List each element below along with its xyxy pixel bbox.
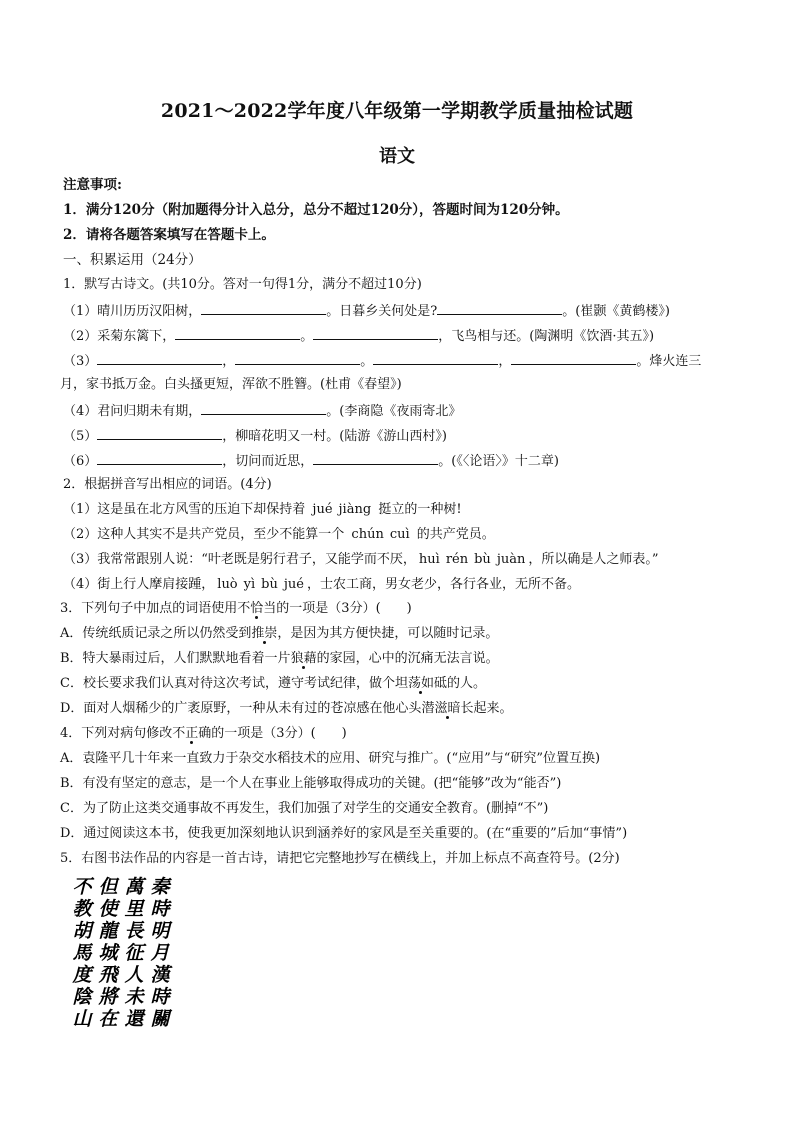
answer-blank[interactable] bbox=[235, 351, 360, 365]
q3-option-b[interactable] bbox=[60, 650, 740, 668]
q2-4-text-a: （4）街上行人摩肩接踵， bbox=[63, 577, 215, 592]
q2-1-text-a: （1）这是虽在北方风雪的压迫下却保持着 bbox=[63, 502, 306, 517]
q1-2-text-b: 。 bbox=[300, 329, 314, 344]
q1-item-2 bbox=[63, 326, 743, 346]
q1-5-text-b: ，柳暗花明又一村。(陆游《游山西村》) bbox=[222, 429, 447, 444]
q4-stem-pre: 4．下列对病句修改 bbox=[60, 726, 173, 741]
q1-stem: 1．默写古诗文。(共10分。答对一句得1分，满分不超过10分) bbox=[63, 277, 422, 292]
q2-stem: 2．根据拼音写出相应的词语。(4分) bbox=[63, 477, 272, 492]
option-text: B．特大暴雨过后，人们默默地看着一片 bbox=[60, 651, 291, 666]
option-text: D．面对人烟稀少的广袤原野，一种从未有过的苍凉感在他心头 bbox=[60, 701, 422, 716]
q1-3-text-d: ， bbox=[498, 354, 512, 369]
calligraphy-column: 但使龍城飛將在 bbox=[98, 876, 118, 1030]
q3-stem-emphasis: 不恰当 bbox=[237, 601, 277, 616]
exam-title: 2021～2022学年度八年级第一学期教学质量抽检试题 bbox=[160, 100, 634, 122]
pinyin-syllable: yì bbox=[243, 577, 256, 592]
notice-item-2: 2．请将各题答案填写在答题卡上。 bbox=[63, 227, 275, 243]
notice-heading: 注意事项: bbox=[63, 177, 122, 193]
q1-item-4 bbox=[63, 401, 743, 421]
q3-stem-pre: 3．下列句子中加点的词语使用 bbox=[60, 601, 238, 616]
pinyin-syllable: luò bbox=[217, 577, 238, 592]
q1-6-text-c: 。(《〈论语〉》十二章) bbox=[438, 454, 559, 469]
calligraphy-column: 秦時明月漢時關 bbox=[150, 876, 170, 1030]
q3-option-a[interactable] bbox=[60, 625, 740, 643]
q2-3-text-b: ，所以确是人之师表。” bbox=[528, 552, 659, 567]
answer-blank[interactable] bbox=[313, 451, 438, 465]
option-text: ，是因为其方便快捷，可以随时记录。 bbox=[277, 626, 499, 641]
q1-1-text-c: 。(崔颢《黄鹤楼》) bbox=[562, 304, 670, 319]
q1-item-1 bbox=[63, 301, 743, 321]
q4-stem-post: 的一项是（3分）( ) bbox=[211, 726, 347, 741]
answer-blank[interactable] bbox=[97, 451, 222, 465]
q3-stem bbox=[60, 600, 740, 618]
section-heading: 一、积累运用（24分） bbox=[63, 252, 202, 268]
q3-option-c[interactable] bbox=[60, 675, 740, 693]
q1-item-3-continued: 月，家书抵万金。白头搔更短，浑欲不胜簪。(杜甫《春望》) bbox=[60, 377, 402, 392]
q1-4-text-b: 。(李商隐《夜雨寄北》 bbox=[326, 404, 462, 419]
q1-item-3 bbox=[63, 351, 743, 371]
q1-3-text-b: ， bbox=[222, 354, 236, 369]
answer-blank[interactable] bbox=[373, 351, 498, 365]
calligraphy-column: 萬里長征人未還 bbox=[124, 876, 144, 1030]
q1-2-text-c: ，飞鸟相与还。(陶渊明《饮酒·其五》) bbox=[438, 329, 655, 344]
q1-3-text-e: 。烽火连三 bbox=[636, 354, 702, 369]
answer-blank[interactable] bbox=[511, 351, 636, 365]
q1-item-5 bbox=[63, 426, 743, 446]
q4-option-a[interactable]: A．袁隆平几十年来一直致力于杂交水稻技术的应用、研究与推广。(“应用”与“研究”位置互换) bbox=[60, 751, 601, 766]
pinyin-syllable: cuì bbox=[389, 527, 410, 542]
answer-blank[interactable] bbox=[97, 351, 222, 365]
dotted-word: 坦荡如砥 bbox=[394, 676, 447, 691]
q2-item-1 bbox=[63, 501, 743, 519]
pinyin-syllable: bù bbox=[474, 552, 491, 567]
pinyin-syllable: huì bbox=[418, 552, 440, 567]
q1-1-text-a: （1）晴川历历汉阳树， bbox=[63, 304, 202, 319]
calligraphy-artwork bbox=[66, 876, 170, 1032]
q3-option-d[interactable] bbox=[60, 700, 740, 718]
answer-blank[interactable] bbox=[97, 426, 222, 440]
q1-5-text-a: （5） bbox=[63, 429, 98, 444]
q1-item-6 bbox=[63, 451, 743, 471]
subject-title: 语文 bbox=[379, 146, 415, 167]
q1-6-text-a: （6） bbox=[63, 454, 98, 469]
pinyin-syllable: jiàng bbox=[338, 502, 372, 517]
pinyin-syllable: juàn bbox=[496, 552, 526, 567]
q1-4-text-a: （4）君问归期未有期， bbox=[63, 404, 202, 419]
q5-stem: 5．右图书法作品的内容是一首古诗，请把它完整地抄写在横线上，并加上标点不高查符号。(2分) bbox=[60, 851, 620, 866]
pinyin-syllable: bù bbox=[261, 577, 278, 592]
q1-1-text-b: 。日暮乡关何处是? bbox=[326, 304, 438, 319]
q4-option-b[interactable]: B．有没有坚定的意志，是一个人在事业上能够取得成功的关键。(把“能够”改为“能否”) bbox=[60, 776, 562, 791]
q2-item-3 bbox=[63, 551, 743, 569]
q3-stem-post: 的一项是（3分）( ) bbox=[276, 601, 412, 616]
q2-item-4 bbox=[63, 576, 743, 594]
calligraphy-column: 不教胡馬度陰山 bbox=[72, 876, 92, 1030]
q2-item-2 bbox=[63, 526, 743, 544]
option-text: 的家园，心中的沉痛无法言说。 bbox=[316, 651, 499, 666]
q2-2-text-a: （2）这种人其实不是共产党员，至少不能算一个 bbox=[63, 527, 345, 542]
q1-2-text-a: （2）采菊东篱下， bbox=[63, 329, 176, 344]
notice-item-1: 1．满分120分（附加题得分计入总分，总分不超过120分），答题时间为120分钟。 bbox=[63, 202, 569, 218]
answer-blank[interactable] bbox=[201, 401, 326, 415]
q4-stem bbox=[60, 725, 740, 743]
q1-3-text-a: （3） bbox=[63, 354, 98, 369]
q2-2-text-b: 的共产党员。 bbox=[416, 527, 495, 542]
option-text: 起来。 bbox=[473, 701, 513, 716]
q1-6-text-b: ，切问而近思， bbox=[222, 454, 314, 469]
q4-option-c[interactable]: C．为了防止这类交通事故不再发生，我们加强了对学生的交通安全教育。(删掉“不”) bbox=[60, 801, 549, 816]
q2-3-text-a: （3）我常常跟别人说：“叶老既是躬行君子，又能学而不厌， bbox=[63, 552, 416, 567]
dotted-word: 狼藉 bbox=[290, 651, 317, 666]
option-text: A．传统纸质记录之所以仍然受到 bbox=[60, 626, 252, 641]
q2-1-text-b: 挺立的一种树! bbox=[378, 502, 462, 517]
answer-blank[interactable] bbox=[175, 326, 300, 340]
q4-option-d[interactable]: D．通过阅读这本书，使我更加深刻地认识到涵养好的家风是至关重要的。(在“重要的”后加“事情”) bbox=[60, 826, 628, 841]
answer-blank[interactable] bbox=[437, 301, 562, 315]
dotted-word: 潜滋暗长 bbox=[421, 701, 474, 716]
answer-blank[interactable] bbox=[313, 326, 438, 340]
dotted-word: 推崇 bbox=[251, 626, 278, 641]
option-text: 的人。 bbox=[446, 676, 486, 691]
q2-4-text-b: ，士农工商，男女老少，各行各业，无所不备。 bbox=[306, 577, 580, 592]
option-text: C．校长要求我们认真对待这次考试，遵守考试纪律，做个 bbox=[60, 676, 395, 691]
pinyin-syllable: chún bbox=[351, 527, 384, 542]
answer-blank[interactable] bbox=[201, 301, 326, 315]
q4-stem-emphasis: 不正确 bbox=[172, 726, 212, 741]
pinyin-syllable: rén bbox=[445, 552, 469, 567]
q1-3-text-c: 。 bbox=[360, 354, 374, 369]
pinyin-syllable: jué bbox=[312, 502, 333, 517]
pinyin-syllable: jué bbox=[283, 577, 304, 592]
